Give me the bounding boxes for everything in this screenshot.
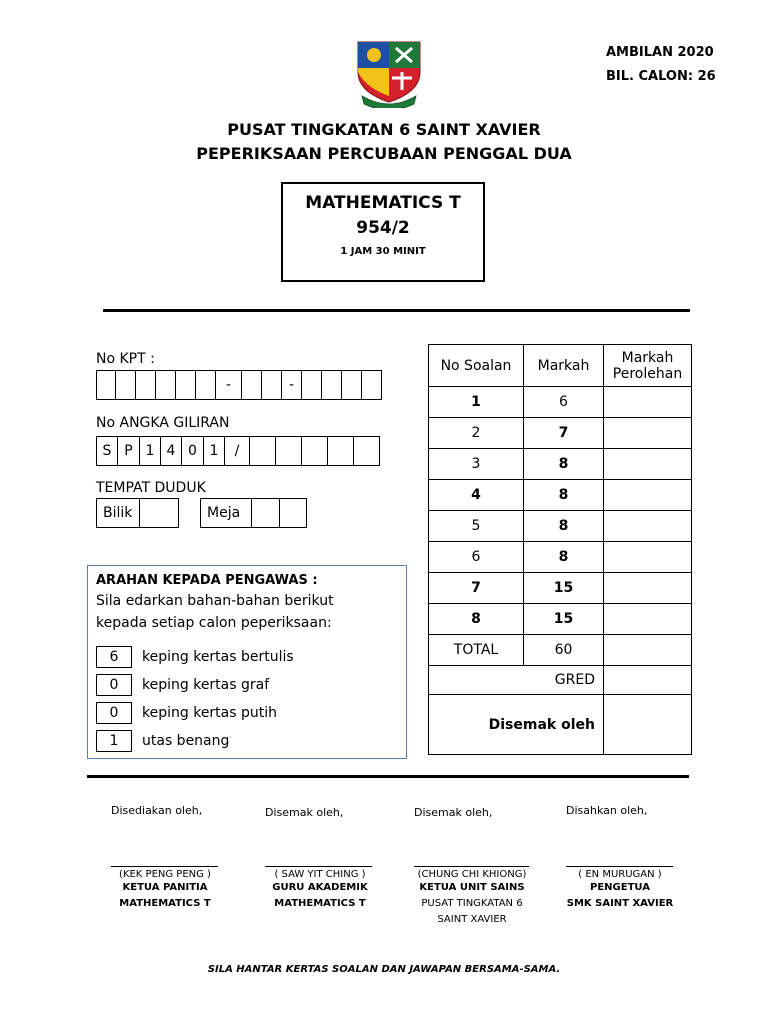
bilik-label: Bilik xyxy=(96,498,140,528)
header-no-soalan: No Soalan xyxy=(429,345,524,387)
table-row xyxy=(429,418,692,449)
question-number: 1 xyxy=(429,387,524,418)
signature-label: Disemak oleh, xyxy=(265,806,344,819)
question-marks: 8 xyxy=(524,480,604,511)
total-value: 60 xyxy=(524,635,604,666)
kpt-cell[interactable]: - xyxy=(281,370,302,400)
table-row xyxy=(429,449,692,480)
kpt-cell[interactable]: - xyxy=(215,370,242,400)
kpt-cell[interactable] xyxy=(361,370,382,400)
signatory-block xyxy=(400,869,544,928)
kpt-cell[interactable] xyxy=(321,370,342,400)
meja-boxes xyxy=(200,498,306,528)
marks-header-row xyxy=(429,345,692,387)
bilik-input[interactable] xyxy=(139,498,179,528)
total-row xyxy=(429,635,692,666)
question-marks: 8 xyxy=(524,511,604,542)
tempat-duduk-label: TEMPAT DUDUK xyxy=(96,480,206,496)
signature-label: Disediakan oleh, xyxy=(111,804,203,817)
table-row xyxy=(429,604,692,635)
angka-cell[interactable] xyxy=(275,436,302,466)
marks-obtained-cell[interactable] xyxy=(604,511,692,542)
item-quantity: 0 xyxy=(96,674,132,696)
signatory-position-2: MATHEMATICS T xyxy=(274,898,366,909)
item-description: utas benang xyxy=(142,733,230,749)
angka-giliran-label: No ANGKA GILIRAN xyxy=(96,415,230,431)
arahan-item xyxy=(96,674,269,696)
question-number: 7 xyxy=(429,573,524,604)
total-label: TOTAL xyxy=(429,635,524,666)
disemak-row xyxy=(429,695,692,755)
kpt-cell[interactable] xyxy=(115,370,136,400)
kpt-cell[interactable] xyxy=(195,370,216,400)
signatory-position-2: MATHEMATICS T xyxy=(119,898,211,909)
subject-box xyxy=(281,182,485,282)
question-number: 2 xyxy=(429,418,524,449)
footer-note: SILA HANTAR KERTAS SOALAN DAN JAWAPAN BERSAMA-SAMA. xyxy=(207,964,561,975)
gred-row xyxy=(429,666,692,695)
signatory-name: ( SAW YIT CHING ) xyxy=(274,869,366,880)
gred-cell[interactable] xyxy=(604,666,692,695)
question-marks: 6 xyxy=(524,387,604,418)
signature-line xyxy=(265,866,372,867)
signatory-name: (KEK PENG PENG ) xyxy=(119,869,211,880)
disemak-cell[interactable] xyxy=(604,695,692,755)
arahan-item xyxy=(96,730,229,752)
question-marks: 8 xyxy=(524,542,604,573)
marks-obtained-cell[interactable] xyxy=(604,480,692,511)
signatory-block xyxy=(100,869,230,912)
angka-cell[interactable] xyxy=(327,436,354,466)
disemak-label: Disemak oleh xyxy=(429,695,604,755)
angka-cell[interactable]: 4 xyxy=(160,436,182,466)
kpt-cell[interactable] xyxy=(155,370,176,400)
subject-name: MATHEMATICS T xyxy=(305,193,461,213)
table-row xyxy=(429,387,692,418)
arahan-box xyxy=(87,565,407,759)
marks-obtained-cell[interactable] xyxy=(604,387,692,418)
header-markah: Markah xyxy=(524,345,604,387)
item-quantity: 6 xyxy=(96,646,132,668)
kpt-boxes xyxy=(96,370,381,400)
item-quantity: 1 xyxy=(96,730,132,752)
ambilan-text: AMBILAN 2020 xyxy=(606,45,714,60)
kpt-cell[interactable] xyxy=(341,370,362,400)
item-quantity: 0 xyxy=(96,702,132,724)
kpt-cell[interactable] xyxy=(135,370,156,400)
table-row xyxy=(429,480,692,511)
meja-input-1[interactable] xyxy=(251,498,280,528)
kpt-cell[interactable] xyxy=(261,370,282,400)
kpt-cell[interactable] xyxy=(241,370,262,400)
angka-cell[interactable] xyxy=(301,436,328,466)
top-divider xyxy=(103,309,690,312)
angka-giliran-boxes xyxy=(96,436,379,466)
signatory-name: (CHUNG CHI KHIONG) xyxy=(417,869,527,880)
exam-title: PEPERIKSAAN PERCUBAAN PENGGAL DUA xyxy=(196,144,572,163)
angka-cell[interactable]: / xyxy=(224,436,250,466)
total-obtained-cell[interactable] xyxy=(604,635,692,666)
gred-label: GRED xyxy=(429,666,604,695)
signatory-position-3: SAINT XAVIER xyxy=(437,914,507,925)
item-description: keping kertas putih xyxy=(142,705,278,721)
question-number: 8 xyxy=(429,604,524,635)
meja-input-2[interactable] xyxy=(279,498,307,528)
arahan-title: ARAHAN KEPADA PENGAWAS : xyxy=(96,573,318,588)
arahan-item xyxy=(96,702,277,724)
signatory-position-1: PENGETUA xyxy=(590,882,650,893)
signatory-position-2: PUSAT TINGKATAN 6 xyxy=(421,898,523,909)
signature-label: Disahkan oleh, xyxy=(566,804,648,817)
arahan-item xyxy=(96,646,294,668)
angka-cell[interactable]: S xyxy=(96,436,118,466)
angka-cell[interactable] xyxy=(249,436,276,466)
table-row xyxy=(429,542,692,573)
signature-line xyxy=(566,866,673,867)
school-title: PUSAT TINGKATAN 6 SAINT XAVIER xyxy=(227,120,541,139)
signatory-position-1: KETUA PANITIA xyxy=(122,882,208,893)
signatory-block xyxy=(552,869,688,912)
table-row xyxy=(429,573,692,604)
question-number: 3 xyxy=(429,449,524,480)
signatory-name: ( EN MURUGAN ) xyxy=(578,869,662,880)
bottom-divider xyxy=(87,775,689,778)
question-marks: 7 xyxy=(524,418,604,449)
question-number: 6 xyxy=(429,542,524,573)
header-markah-perolehan: Markah Perolehan xyxy=(604,345,692,387)
question-number: 5 xyxy=(429,511,524,542)
meja-label: Meja xyxy=(200,498,252,528)
marks-obtained-cell[interactable] xyxy=(604,604,692,635)
arahan-line-2: kepada setiap calon peperiksaan: xyxy=(96,615,332,631)
question-marks: 8 xyxy=(524,449,604,480)
kpt-cell[interactable] xyxy=(301,370,322,400)
subject-code: 954/2 xyxy=(356,218,410,238)
marks-obtained-cell[interactable] xyxy=(604,418,692,449)
angka-cell[interactable] xyxy=(353,436,380,466)
signature-label: Disemak oleh, xyxy=(414,806,493,819)
angka-cell[interactable]: 0 xyxy=(181,436,204,466)
marks-obtained-cell[interactable] xyxy=(604,449,692,480)
arahan-line-1: Sila edarkan bahan-bahan berikut xyxy=(96,593,334,609)
marks-obtained-cell[interactable] xyxy=(604,542,692,573)
kpt-label: No KPT : xyxy=(96,351,155,367)
item-description: keping kertas bertulis xyxy=(142,649,294,665)
question-number: 4 xyxy=(429,480,524,511)
angka-cell[interactable]: 1 xyxy=(139,436,161,466)
school-crest-logo xyxy=(352,38,426,108)
question-marks: 15 xyxy=(524,604,604,635)
angka-cell[interactable]: 1 xyxy=(203,436,225,466)
signatory-block xyxy=(252,869,388,912)
signature-line xyxy=(111,866,218,867)
kpt-cell[interactable] xyxy=(96,370,116,400)
angka-cell[interactable]: P xyxy=(117,436,140,466)
bil-calon-text: BIL. CALON: 26 xyxy=(606,69,716,84)
signatory-position-2: SMK SAINT XAVIER xyxy=(566,898,674,909)
item-description: keping kertas graf xyxy=(142,677,270,693)
table-row xyxy=(429,511,692,542)
signature-line xyxy=(414,866,529,867)
signatory-position-1: GURU AKADEMIK xyxy=(272,882,368,893)
question-marks: 15 xyxy=(524,573,604,604)
kpt-cell[interactable] xyxy=(175,370,196,400)
signatory-position-1: KETUA UNIT SAINS xyxy=(419,882,525,893)
subject-duration: 1 JAM 30 MINIT xyxy=(340,246,426,257)
marks-obtained-cell[interactable] xyxy=(604,573,692,604)
bilik-boxes xyxy=(96,498,178,528)
marks-table xyxy=(428,344,692,755)
